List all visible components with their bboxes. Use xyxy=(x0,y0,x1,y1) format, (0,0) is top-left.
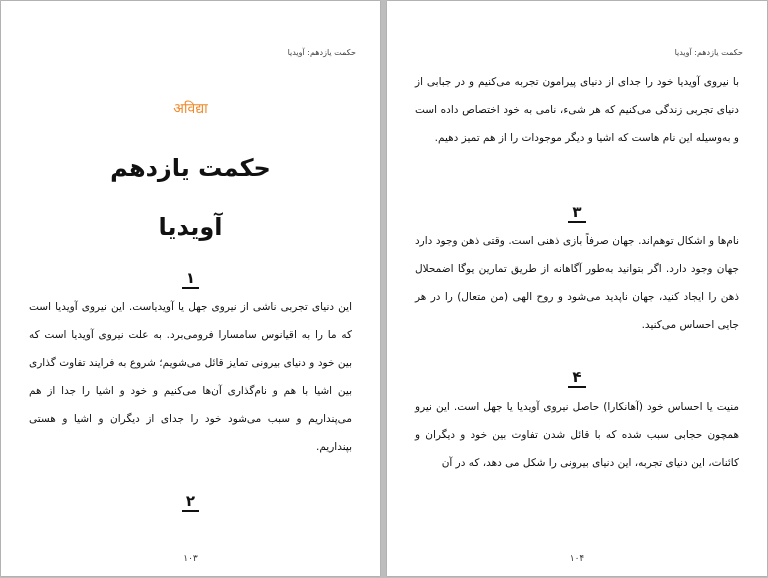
page-number: ۱۰۳ xyxy=(183,554,198,564)
running-header: حکمت یازدهم: آویدیا xyxy=(287,48,356,57)
section-4-paragraph: منیت یا احساس خود (آهانکارا) حاصل نیروی آویدیا یا جهل است. این نیرو همچون حجابی سبب شده که با قائل شدن تفاوت بین خود و دیگران و کائنات، این دنیای تجربه، این دنیای بیرونی را شکل می دهد، که در آن xyxy=(415,401,739,469)
section-number-3 xyxy=(387,203,767,223)
chapter-title: حکمت یازدهم xyxy=(110,154,271,182)
section-number-4 xyxy=(387,368,767,388)
section-number-4-label: ۴ xyxy=(568,369,585,388)
section-number-3-label: ۳ xyxy=(568,204,585,223)
page-number: ۱۰۴ xyxy=(569,554,585,564)
right-page xyxy=(387,1,767,576)
continued-paragraph: با نیروی آویدیا خود را جدای از دنیای پیرامون تجربه می‌کنیم و در جبابی از دنیای تجربی زندگی می‌کنیم که هر شیء، نامی به خود اختصاص داده است و به‌وسیله این نام هاست که اشیا و دیگر موجودات را از هم تمیز دهیم. xyxy=(415,76,739,144)
section-3-paragraph: نام‌ها و اشکال توهم‌اند. جهان صرفاً بازی ذهنی است. وقتی ذهن وجود دارد جهان وجود دارد. اگر بتوانید به‌طور آگاهانه از طریق تمارین یوگا اضمحلال ذهن را ایجاد کنید، جهان ناپدید می‌شود و روح الهی (من متعال) را در هر جایی احساس می‌کنید. xyxy=(415,235,739,331)
chapter-subtitle: آویدیا xyxy=(158,213,223,241)
section-number-1-label: ۱ xyxy=(182,270,199,289)
running-header: حکمت یازدهم: آویدیا xyxy=(674,48,743,57)
section-number-1 xyxy=(1,269,380,289)
section-number-2 xyxy=(1,492,380,512)
section-1-paragraph: این دنیای تجربی ناشی از نیروی جهل یا آویدیاست. این نیروی آویدیا است که ما را به اقیانوس سامسارا فرومی‌برد. به علت نیروی آویدیا است که بین خود و دنیای بیرونی تمایز قائل می‌شویم؛ شروع به فرایند تفاوت گذاری بین اشیا با هم و نام‌گذاری آن‌ها می‌کنیم و خود و اشیا را جدا از هم می‌پنداریم و سبب می‌شود خود را جدای از دیگران و اشیا و هستی بپنداریم. xyxy=(29,301,352,453)
sanskrit-title: अविद्या xyxy=(173,101,208,117)
left-page xyxy=(1,1,380,576)
section-number-2-label: ۲ xyxy=(182,493,199,512)
